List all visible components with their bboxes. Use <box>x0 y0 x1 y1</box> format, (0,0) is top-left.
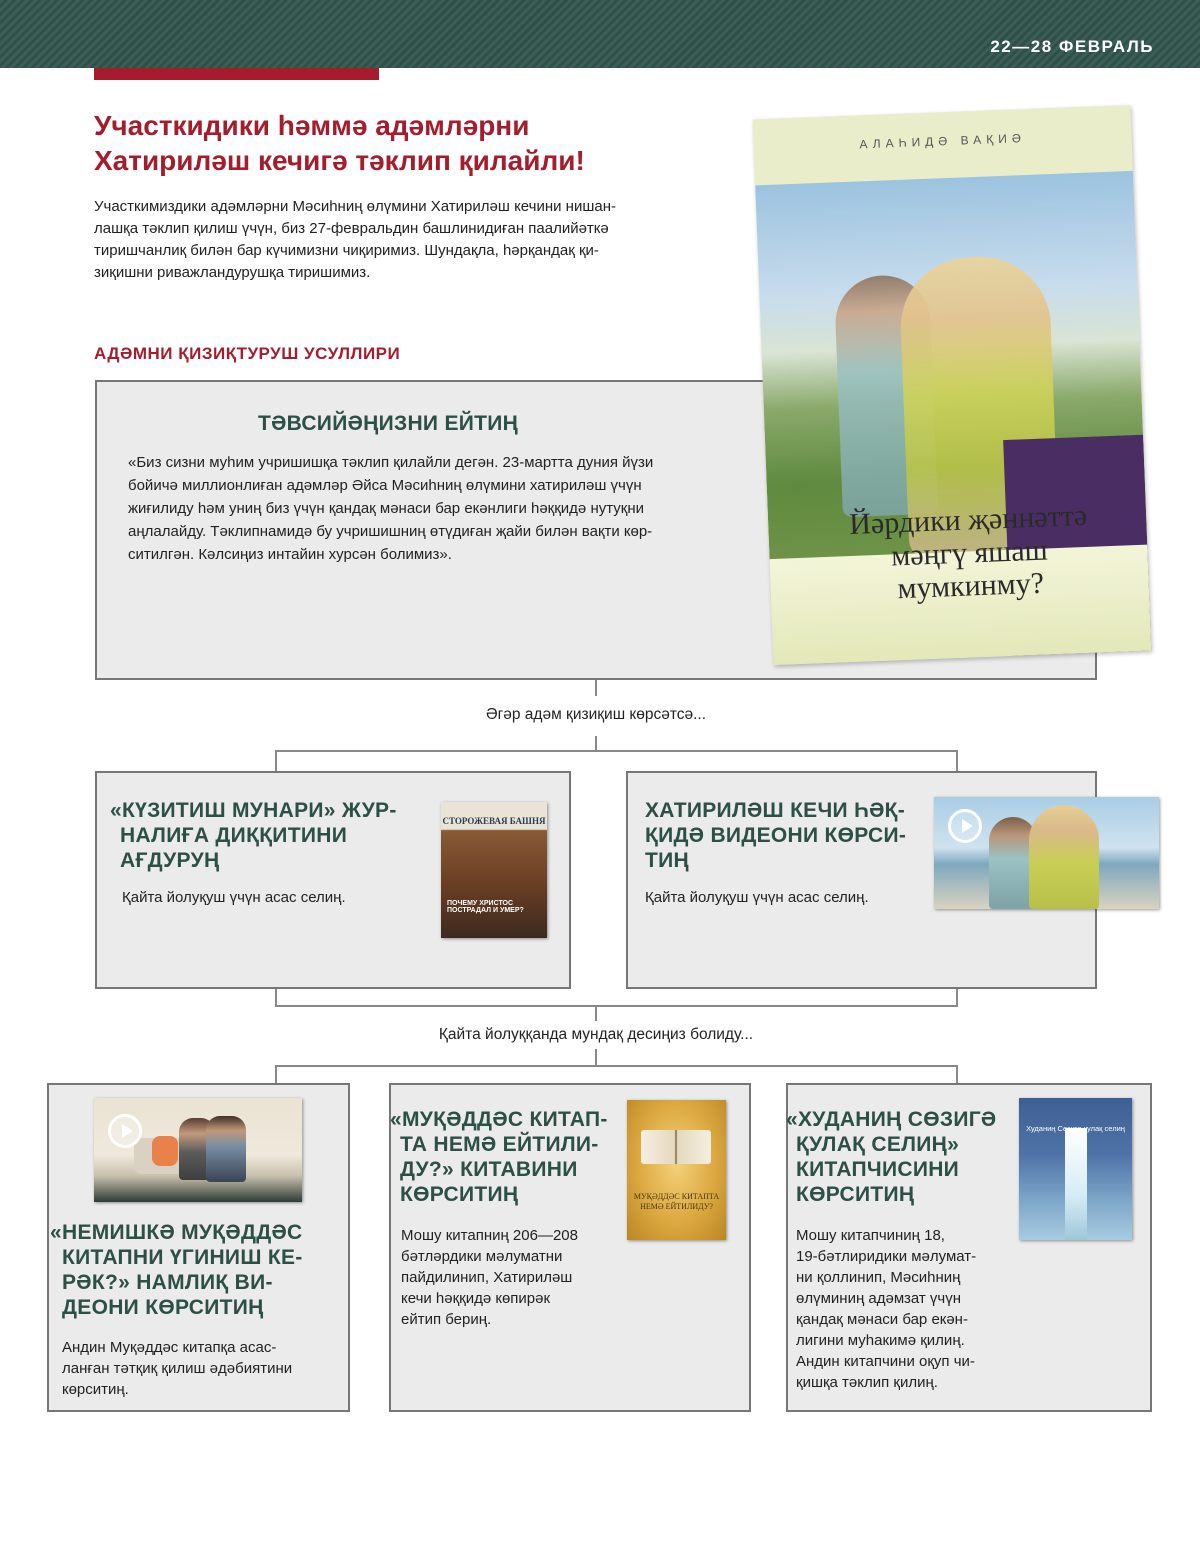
listen-heading <box>786 1107 1016 1207</box>
connector-line <box>595 736 597 750</box>
bible-teach-book-cover <box>627 1100 726 1240</box>
suggestion-line: «Биз сизни муһим учришишқа тәклип қилайли дегән. 23-мартта дуния йүзи <box>128 454 654 471</box>
connector-line <box>275 1065 958 1067</box>
heading-line: ҚИДӘ ВИДЕОНИ КӨРСИ- <box>645 824 907 847</box>
play-icon[interactable] <box>108 1114 142 1148</box>
text-line: кечи һәққидә көпирәк <box>401 1290 551 1307</box>
intro-line: тиришчанлиқ билән бар күчимизни чиқиримиз. Шундақла, һәрқандақ қи- <box>94 242 599 259</box>
heading-line: ТИҢ <box>645 849 689 872</box>
heading-line: ДУ?» КИТАВИНИ <box>400 1158 578 1181</box>
bible-teach-heading <box>390 1107 620 1207</box>
text-line: бәтләрдики мәлуматни <box>401 1248 563 1265</box>
tract-title-line: мәңгү яшаш <box>890 533 1049 573</box>
text-line: пайдилинип, Хатириләш <box>401 1269 573 1286</box>
book-cover-title: МУҚӘДДӘС КИТАПТА НЕМӘ ЕЙТИЛИДУ? <box>633 1192 720 1211</box>
connector-line <box>595 1005 597 1021</box>
tract-title-line: Йәрдики җәннәттә <box>848 498 1088 542</box>
heading-line: НАЛИҒА ДИҚҚИТИНИ <box>120 824 348 847</box>
text-line: қишқа тәклип қилиң. <box>796 1374 938 1391</box>
why-study-video-thumbnail[interactable] <box>94 1098 302 1202</box>
intro-line: зиқишни риважландурушқа тиришимиз. <box>94 264 371 281</box>
light-beam <box>1065 1128 1087 1240</box>
intro-line: лашқа тәклип қилиш үчүн, биз 27-февральдин башлинидиған паалийәткә <box>94 220 609 237</box>
tract-title-line: мумкинму? <box>896 566 1045 606</box>
text-line: Андин китапчини оқуп чи- <box>796 1353 975 1370</box>
heading-line: РӘК?» НАМЛИҚ ВИ- <box>62 1271 273 1294</box>
bible-teach-text <box>401 1225 621 1330</box>
heading-line: КИТАПНИ ҮГИНИШ КЕ- <box>62 1246 303 1269</box>
text-line: Мошу китапчиниң 18, <box>796 1227 945 1244</box>
page-title <box>94 108 734 178</box>
intro-paragraph <box>94 196 704 284</box>
text-line: лигини муһакимә қилиң. <box>796 1332 965 1349</box>
magazine-text: Қайта йолуқуш үчүн асас селиң. <box>122 889 346 906</box>
text-line: көрситиң. <box>62 1381 129 1398</box>
connector-line <box>956 1065 958 1083</box>
text-line: 19-бәтлиридики мәлумат- <box>796 1248 977 1265</box>
heading-line: «ХУДАНИҢ СӨЗИГӘ <box>786 1108 997 1131</box>
cover-caption: ПОЧЕМУ ХРИСТОС ПОСТРАДАЛ И УМЕР? <box>447 900 524 914</box>
connector-line <box>275 1005 958 1007</box>
why-study-text <box>62 1337 342 1400</box>
watchtower-cover-image <box>441 802 547 938</box>
suggestion-line: жиғилиду һәм униң биз үчүн қандақ мәнаси бар екәнлиги һәққидә нутуқни <box>128 500 644 517</box>
heading-line: ХАТИРИЛӘШ КЕЧИ ҺӘҚ- <box>645 799 906 822</box>
connector-line <box>275 1065 277 1083</box>
man-figure <box>206 1116 246 1182</box>
pillow-shape <box>152 1136 178 1166</box>
title-line: Хатириләш кечигә тәклип қилайли! <box>94 145 585 176</box>
title-line: Участкидики һәммә адәмләрни <box>94 110 530 141</box>
video-heading <box>645 798 935 873</box>
heading-line: «НЕМИШКӘ МУҚӘДДӘС <box>50 1221 303 1244</box>
connector-line <box>956 750 958 771</box>
suggestion-line: ситилгән. Кәлсиңиз интайин хурсән болимиз». <box>128 546 452 563</box>
tract-label: АЛАҺИДӘ ВАҚИӘ <box>859 130 1027 152</box>
text-line: қандақ мәнаси бар екән- <box>796 1311 968 1328</box>
accent-tab <box>94 68 379 80</box>
suggestion-heading: ТӘВСИЙӘҢИЗНИ ЕЙТИҢ <box>258 412 519 435</box>
intro-line: Участкимиздики адәмләрни Мәсиһниң өлүмини Хатириләш кечини нишан- <box>94 198 616 215</box>
suggestion-line: бойичә миллионлиған адәмләр Әйса Мәсиһниң өлүмини хатириләш үчүн <box>128 477 642 494</box>
play-icon[interactable] <box>948 809 982 843</box>
open-book-icon <box>641 1130 711 1164</box>
text-line: ни қоллинип, Мәсиһниң <box>796 1269 961 1286</box>
magazine-heading <box>110 798 430 873</box>
heading-line: КӨРСИТИҢ <box>796 1183 915 1206</box>
header-band <box>0 0 1200 68</box>
heading-line: «МУҚӘДДӘС КИТАП- <box>390 1108 608 1131</box>
connector-label-1: Әгәр адәм қизиқиш көрсәтсә... <box>485 706 707 723</box>
memorial-video-thumbnail[interactable] <box>934 797 1159 909</box>
page-date: 22—28 ФЕВРАЛЬ <box>990 37 1154 56</box>
section-heading: АДӘМНИ ҚИЗИҚТУРУШ УСУЛЛИРИ <box>94 344 401 363</box>
connector-line <box>275 750 277 771</box>
video-text: Қайта йолуқуш үчүн асас селиң. <box>645 889 869 906</box>
heading-line: АҒДУРУҢ <box>120 849 220 872</box>
tract-cover-image <box>753 105 1152 665</box>
heading-line: КИТАПЧИСИНИ <box>796 1158 960 1181</box>
tract-title <box>798 497 1142 609</box>
woman-figure <box>1029 805 1099 909</box>
heading-line: «КҮЗИТИШ МУНАРИ» ЖУР- <box>110 799 397 822</box>
listen-brochure-cover <box>1019 1098 1132 1240</box>
text-line: ланған тәтқиқ қилиш әдәбиятини <box>62 1360 293 1377</box>
cover-title: СТОРОЖЕВАЯ БАШНЯ <box>442 816 546 826</box>
heading-line: КӨРСИТИҢ <box>400 1183 519 1206</box>
suggestion-text <box>128 451 748 566</box>
why-study-heading <box>50 1220 345 1320</box>
heading-line: ДЕОНИ КӨРСИТИҢ <box>62 1296 264 1319</box>
text-line: ейтип бериң. <box>401 1311 492 1328</box>
heading-line: ТА НЕМӘ ЕЙТИЛИ- <box>400 1133 599 1156</box>
text-line: Мошу китапниң 206—208 <box>401 1227 578 1244</box>
listen-text <box>796 1225 1026 1393</box>
connector-line <box>595 680 597 696</box>
connector-line <box>275 750 958 752</box>
text-line: Андин Муқәддәс китапқа асас- <box>62 1339 277 1356</box>
heading-line: ҚУЛАҚ СЕЛИҢ» <box>796 1133 960 1156</box>
connector-label-2: Қайта йолуққанда мундақ десиңиз болиду... <box>438 1026 754 1043</box>
brochure-title: Худаниң Сөзигә қулақ селиң <box>1026 1124 1125 1133</box>
suggestion-line: аңлалайду. Тәклипнамидә бу учришишниң өтүдиған җайи билән вақти көр- <box>128 523 653 540</box>
text-line: өлүминиң адәмзат үчүн <box>796 1290 962 1307</box>
